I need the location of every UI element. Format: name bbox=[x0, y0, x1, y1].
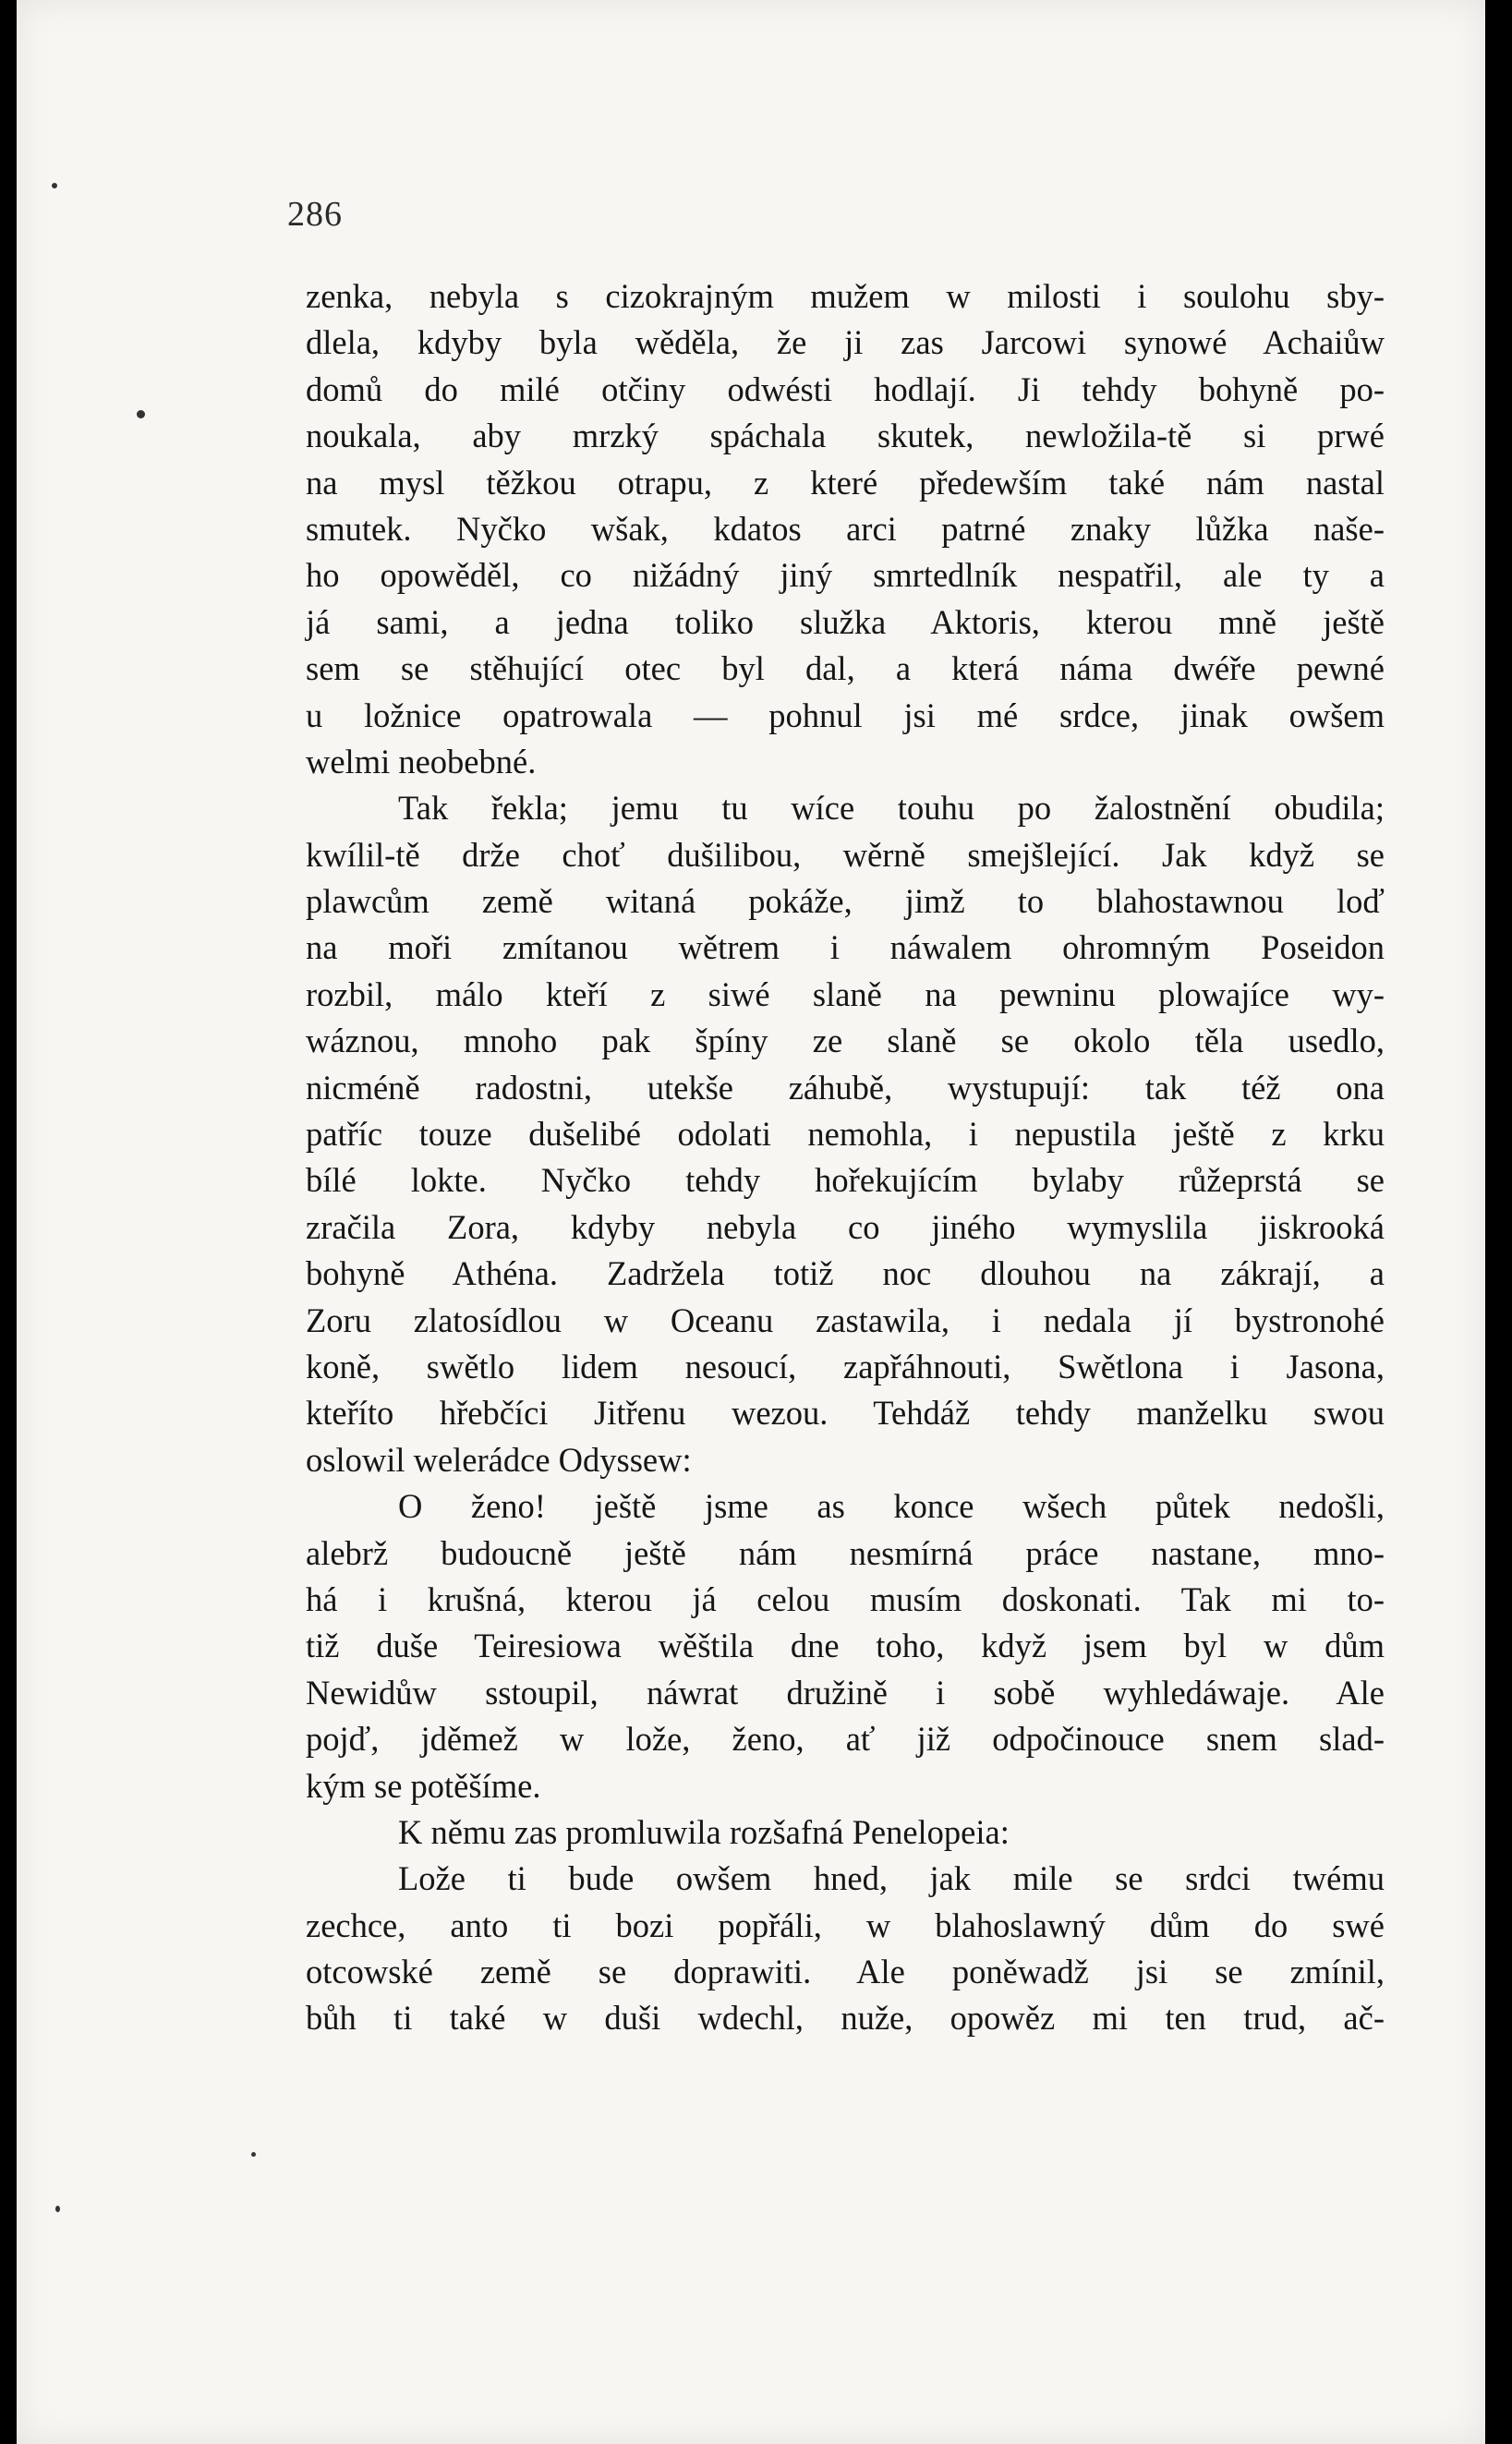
text-line: há i krušná, kterou já celou musím doskonati. Tak mi to- bbox=[306, 1579, 1385, 1618]
text-line: zenka, nebyla s cizokrajným mužem w milosti i soulohu sby- bbox=[306, 277, 1385, 315]
page-number: 286 bbox=[287, 195, 343, 234]
text-line: O ženo! ještě jsme as konce wšech půtek nedošli, bbox=[398, 1487, 1385, 1526]
text-line: zechce, anto ti bozi popřáli, w blahoslawný dům do swé bbox=[306, 1906, 1385, 1944]
book-page bbox=[17, 0, 1485, 2444]
text-line: Tak řekla; jemu tu wíce touhu po žalostnění obudila; bbox=[398, 789, 1385, 828]
text-line: domů do milé otčiny odwésti hodlají. Ji tehdy bohyně po- bbox=[306, 369, 1385, 408]
text-line: na moři zmítanou wětrem i náwalem ohromným Poseidon bbox=[306, 928, 1385, 967]
text-line: zračila Zora, kdyby nebyla co jiného wymyslila jiskrooká bbox=[306, 1207, 1385, 1246]
text-line: Lože ti bude owšem hned, jak mile se srdci twému bbox=[398, 1859, 1385, 1898]
text-line: u ložnice opatrowala — pohnul jsi mé srdce, jinak owšem bbox=[306, 696, 1385, 734]
text-line: otcowské země se doprawiti. Ale poněwadž jsi se zmínil, bbox=[306, 1953, 1385, 1991]
text-line: kým se potěšíme. bbox=[306, 1766, 541, 1805]
text-line: koně, swětlo lidem nesoucí, zapřáhnouti, Swětlona i Jasona, bbox=[306, 1347, 1385, 1385]
paragraph bbox=[306, 1809, 1385, 1856]
text-line: ho opowěděl, co nižádný jiný smrtedlník nespatřil, ale ty a bbox=[306, 556, 1385, 595]
paragraph bbox=[306, 1856, 1385, 2042]
text-line: bůh ti také w duši wdechl, nuže, opowěz mi ten trud, ač- bbox=[306, 1999, 1385, 2038]
text-line: welmi neobebné. bbox=[306, 742, 537, 780]
scan-speck bbox=[55, 2206, 60, 2212]
text-line: tiž duše Teiresiowa wěštila dne toho, když jsem byl w dům bbox=[306, 1627, 1385, 1665]
text-line: na mysl těžkou otrapu, z které předewším také nám nastal bbox=[306, 463, 1385, 502]
scan-speck bbox=[52, 183, 57, 188]
text-line: noukala, aby mrzký spáchala skutek, newložila-tě si prwé bbox=[306, 417, 1385, 455]
text-line: patříc touze dušelibé odolati nemohla, i nepustila ještě z krku bbox=[306, 1115, 1385, 1154]
text-line: bohyně Athéna. Zadržela totiž noc dlouhou na zákrají, a bbox=[306, 1254, 1385, 1293]
text-line: dlela, kdyby byla wěděla, že ji zas Jarcowi synowé Achaiůw bbox=[306, 323, 1385, 362]
text-line: oslowil welerádce Odyssew: bbox=[306, 1440, 692, 1479]
text-line: Newidůw sstoupil, náwrat družině i sobě wyhledáwaje. Ale bbox=[306, 1673, 1385, 1712]
text-line: bílé lokte. Nyčko tehdy hořekujícím bylaby růžeprstá se bbox=[306, 1161, 1385, 1200]
paragraph bbox=[306, 1483, 1385, 1809]
scan-speck bbox=[251, 2152, 256, 2157]
text-line: nicméně radostni, utekše záhubě, wystupují: tak též ona bbox=[306, 1068, 1385, 1107]
paragraph bbox=[306, 785, 1385, 1483]
text-line: kteříto hřebčíci Jitřenu wezou. Tehdáž tehdy manželku swou bbox=[306, 1394, 1385, 1433]
text-line: sem se stěhující otec byl dal, a která náma dwéře pewné bbox=[306, 649, 1385, 688]
text-line: smutek. Nyčko wšak, kdatos arci patrné znaky lůžka naše- bbox=[306, 509, 1385, 548]
text-line: wáznou, mnoho pak špíny ze slaně se okolo těla usedlo, bbox=[306, 1022, 1385, 1060]
scan-speck bbox=[137, 410, 145, 418]
text-line: plawcům země witaná pokáže, jimž to blahostawnou loď bbox=[306, 882, 1385, 921]
text-line: já sami, a jedna toliko služka Aktoris, kterou mně ještě bbox=[306, 602, 1385, 641]
text-line: Zoru zlatosídlou w Oceanu zastawila, i nedala jí bystronohé bbox=[306, 1301, 1385, 1339]
text-line: pojď, jděmež w lože, ženo, ať již odpočinouce snem slad- bbox=[306, 1720, 1385, 1759]
text-line: alebrž budoucně ještě nám nesmírná práce nastane, mno- bbox=[306, 1533, 1385, 1572]
text-line: rozbil, málo kteří z siwé slaně na pewninu plowajíce wy- bbox=[306, 974, 1385, 1013]
body-text bbox=[306, 273, 1385, 2042]
paragraph bbox=[306, 273, 1385, 785]
text-line: K němu zas promluwila rozšafná Penelopeia: bbox=[398, 1812, 1010, 1851]
text-line: kwílil-tě drže choť dušilibou, wěrně smejšlející. Jak když se bbox=[306, 835, 1385, 874]
